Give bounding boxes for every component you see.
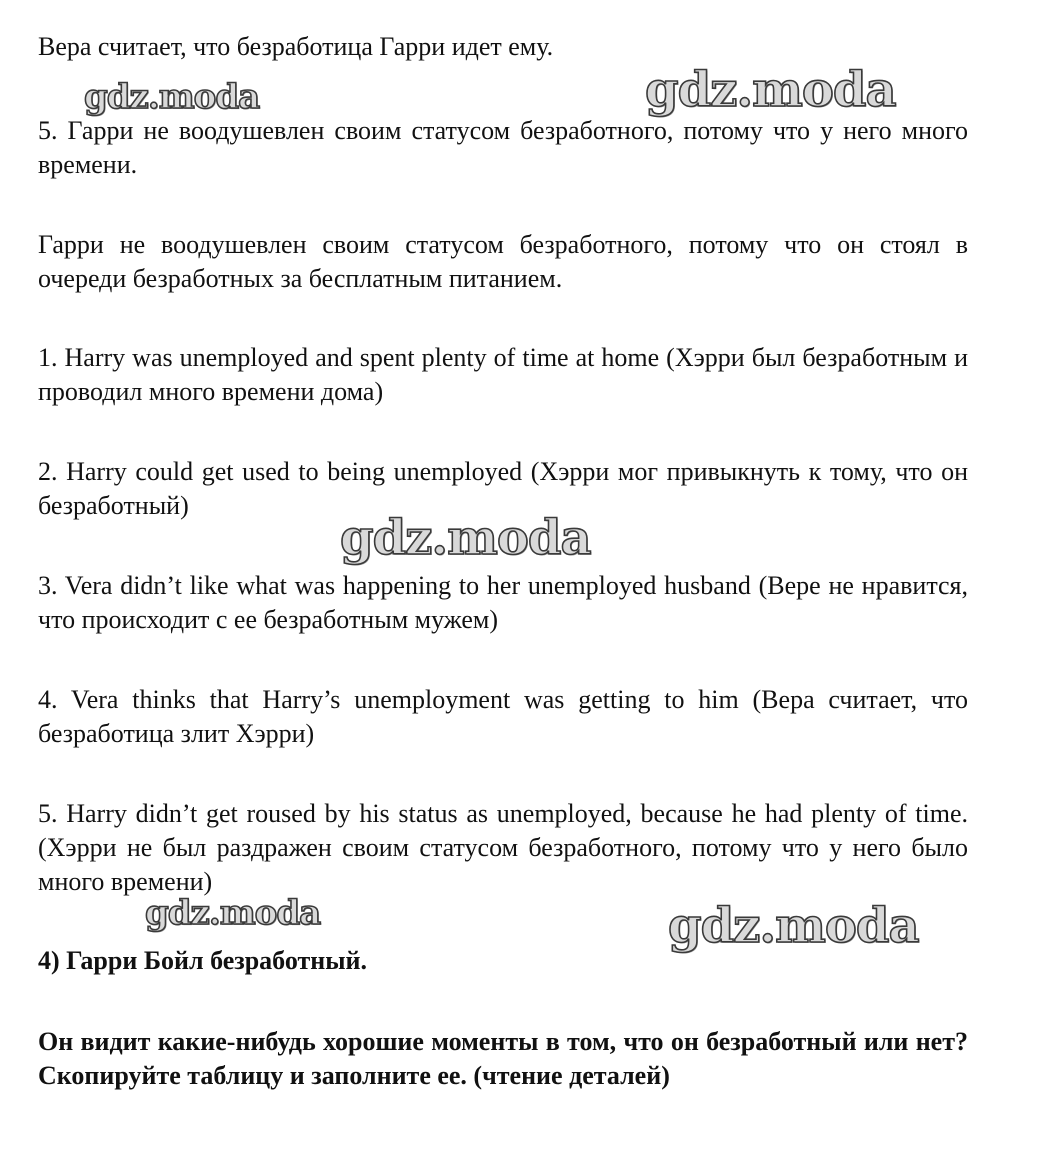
watermark-logo: gdz.moda xyxy=(645,62,896,118)
paragraph-1-en: 1. Harry was unemployed and spent plenty of time at home (Хэрри был безработным и проводил много времени дома) xyxy=(38,343,968,406)
watermark-logo: gdz.moda xyxy=(84,77,260,117)
watermark-logo: gdz.moda xyxy=(340,510,591,566)
watermark-logo: gdz.moda xyxy=(668,898,919,954)
task-instruction: Он видит какие-нибудь хорошие моменты в том, что он безработный или нет? Скопируйте таблицу и заполните ее. (чтение деталей) xyxy=(38,1027,968,1090)
paragraph-4-en: 4. Vera thinks that Harry’s unemployment was getting to him (Вера считает, что безработица злит Хэрри) xyxy=(38,685,968,748)
paragraph-harry-queue: Гарри не воодушевлен своим статусом безработного, потому что он стоял в очереди безработных за бесплатным питанием. xyxy=(38,230,968,293)
watermark-logo: gdz.moda xyxy=(145,893,321,933)
paragraph-2-en: 2. Harry could get used to being unemployed (Хэрри мог привыкнуть к тому, что он безработный) xyxy=(38,457,968,520)
paragraph-3-en: 3. Vera didn’t like what was happening to her unemployed husband (Вере не нравится, что происходит с ее безработным мужем) xyxy=(38,571,968,634)
section-heading-4: 4) Гарри Бойл безработный. xyxy=(38,946,368,975)
paragraph-5-ru: 5. Гарри не воодушевлен своим статусом безработного, потому что у него много времени. xyxy=(38,116,968,179)
text-line-vera-thinks: Вера считает, что безработица Гарри идет ему. xyxy=(38,32,554,61)
paragraph-5-en: 5. Harry didn’t get roused by his status as unemployed, because he had plenty of time. (Хэрри не был раздражен своим статусом безработного, потому что у него было много времени) xyxy=(38,799,968,896)
